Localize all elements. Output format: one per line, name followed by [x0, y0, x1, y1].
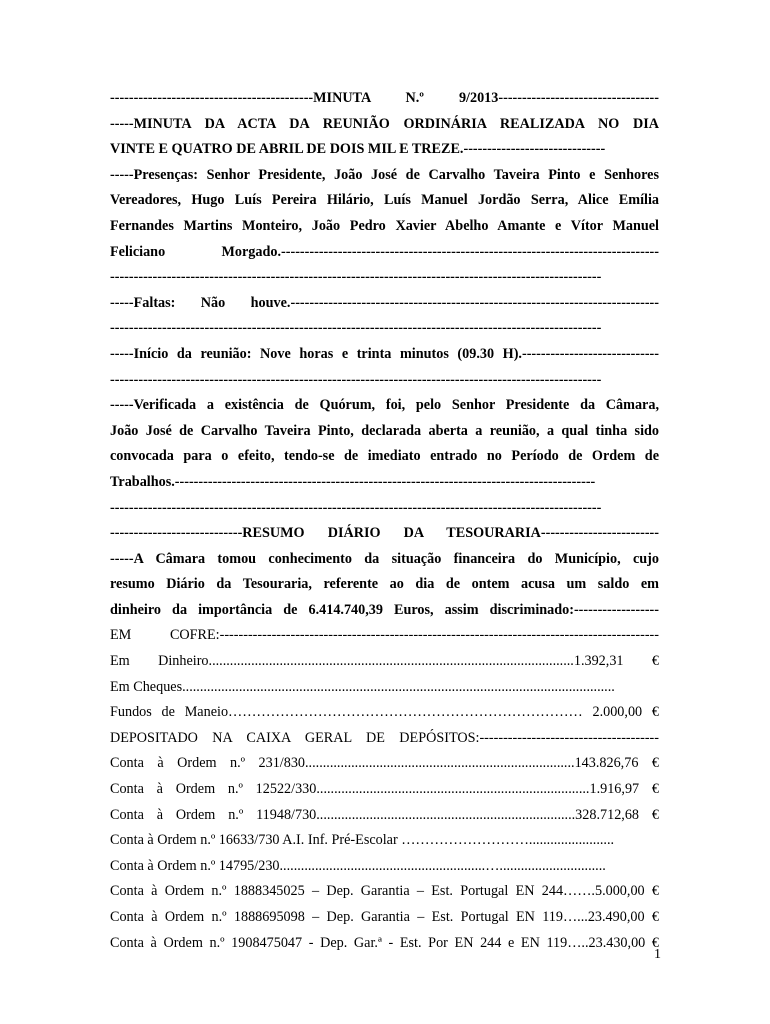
text-line: Fernandes Martins Monteiro, João Pedro Xavier Abelho Amante e Vítor Manuel [110, 217, 659, 234]
text-line: -------------------------------------------------------------------------------------------------------- [110, 320, 602, 337]
text-line: Fundos de Maneio………………………………………………………………… 2.000,00 € [110, 704, 659, 721]
text-line: dinheiro da importância de 6.414.740,39 Euros, assim discriminado:------------------ [110, 601, 659, 618]
text-line: -----Início da reunião: Nove horas e trinta minutos (09.30 H).----------------------------- [110, 345, 659, 362]
text-line: Vereadores, Hugo Luís Pereira Hilário, Luís Manuel Jordão Serra, Alice Emília [110, 192, 659, 209]
text-line: Conta à Ordem n.º 11948/730.........................................................................328.712,68 € [110, 806, 659, 823]
text-line: Conta à Ordem n.º 231/830............................................................................143.826,76 € [110, 755, 659, 772]
text-line: -------------------------------------------------------------------------------------------------------- [110, 371, 602, 388]
text-line: Conta à Ordem n.º 14795/230..........................................................….............................. [110, 857, 606, 874]
text-line: ----------------------------RESUMO DIÁRIO DA TESOURARIA------------------------- [110, 525, 659, 542]
text-line: -----MINUTA DA ACTA DA REUNIÃO ORDINÁRIA REALIZADA NO DIA [110, 115, 659, 132]
document-body [110, 86, 659, 956]
text-line: -----A Câmara tomou conhecimento da situação financeira do Município, cujo [110, 550, 659, 567]
text-line: -------------------------------------------MINUTA N.º 9/2013---------------------------------- [110, 90, 659, 106]
text-line: Trabalhos.----------------------------------------------------------------------------------------- [110, 473, 596, 490]
text-line: VINTE E QUATRO DE ABRIL DE DOIS MIL E TREZE.------------------------------ [110, 141, 606, 158]
text-line: Conta à Ordem n.º 1888345025 – Dep. Garantia – Est. Portugal EN 244…….5.000,00 € [110, 883, 659, 900]
page-number: 1 [654, 947, 661, 962]
text-line: -------------------------------------------------------------------------------------------------------- [110, 499, 602, 516]
text-line: -----Verificada a existência de Quórum, foi, pelo Senhor Presidente da Câmara, [110, 397, 659, 414]
text-line: EM COFRE:--------------------------------------------------------------------------------------------- [110, 627, 659, 644]
text-line: Em Dinheiro.......................................................................................................1.392,31 € [110, 653, 659, 670]
text-line: resumo Diário da Tesouraria, referente ao dia de ontem acusa um saldo em [110, 576, 659, 593]
text-line: Conta à Ordem n.º 1888695098 – Dep. Garantia – Est. Portugal EN 119…...23.490,00 € [110, 909, 659, 925]
text-line: -----Faltas: Não houve.------------------------------------------------------------------------------ [110, 294, 659, 311]
text-line: Conta à Ordem n.º 16633/730 A.I. Inf. Pré-Escolar ………………………........................ [110, 832, 615, 849]
text-line: convocada para o efeito, tendo-se de imediato entrado no Período de Ordem de [110, 448, 659, 465]
text-line: Conta à Ordem n.º 1908475047 - Dep. Gar.ª - Est. Por EN 244 e EN 119…..23.430,00 € [110, 934, 659, 951]
text-line: Feliciano Morgado.-------------------------------------------------------------------------------- [110, 243, 659, 260]
text-line: Conta à Ordem n.º 12522/330.............................................................................1.916,97 € [110, 781, 659, 798]
text-line: Em Cheques.......................................................................................................................... [110, 678, 615, 695]
text-line: João José de Carvalho Taveira Pinto, declarada aberta a reunião, a qual tinha sido [110, 422, 659, 439]
text-line: -------------------------------------------------------------------------------------------------------- [110, 269, 602, 286]
text-line: -----Presenças: Senhor Presidente, João José de Carvalho Taveira Pinto e Senhores [110, 166, 659, 183]
text-line: DEPOSITADO NA CAIXA GERAL DE DEPÓSITOS:-------------------------------------- [110, 729, 659, 746]
